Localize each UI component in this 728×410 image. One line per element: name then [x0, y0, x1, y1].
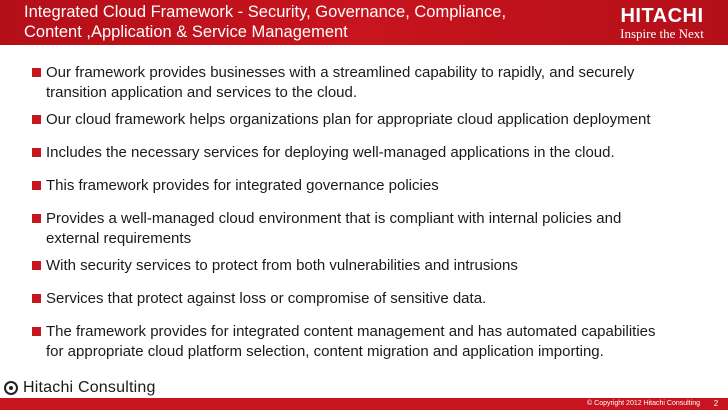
brand-tagline: Inspire the Next [620, 26, 704, 41]
bullet-line: external requirements [46, 230, 192, 247]
square-bullet-icon [32, 294, 41, 303]
bullet-item [30, 176, 710, 196]
slide-number: 2 [713, 399, 719, 408]
hitachi-consulting-logo-text: Hitachi Consulting [23, 379, 156, 396]
square-bullet-icon [32, 148, 41, 157]
square-bullet-icon [32, 181, 41, 190]
bullet-line: Our framework provides businesses with a streamlined capability to rapidly, and securely [46, 64, 635, 81]
slide-header [0, 0, 728, 45]
slide-title [24, 2, 584, 42]
bullet-item [30, 322, 710, 362]
square-bullet-icon [32, 327, 41, 336]
hitachi-consulting-logo [4, 377, 156, 399]
bullet-item [30, 289, 710, 309]
bullet-line: Includes the necessary services for deploying well-managed applications in the cloud. [46, 144, 615, 161]
slide-title-line-1: Integrated Cloud Framework - Security, Governance, Compliance, [24, 3, 507, 21]
bullet-item [30, 209, 710, 249]
hitachi-logo [602, 6, 722, 41]
brand-name: HITACHI [620, 5, 704, 27]
bullet-item [30, 63, 710, 103]
bullet-line: transition application and services to the cloud. [46, 84, 358, 101]
slide-title-line-2: Content ,Application & Service Management [24, 23, 348, 41]
bullet-line: Our cloud framework helps organizations plan for appropriate cloud application deployment [46, 111, 651, 128]
square-bullet-icon [32, 261, 41, 270]
bullet-item [30, 143, 710, 163]
bullet-line: Services that protect against loss or compromise of sensitive data. [46, 290, 487, 307]
hitachi-consulting-symbol-icon [4, 381, 18, 395]
copyright-text: © Copyright 2012 Hitachi Consulting [587, 400, 700, 407]
bullet-item [30, 110, 710, 130]
bullet-line: Provides a well-managed cloud environment that is compliant with internal policies and [46, 210, 622, 227]
bullet-line: for appropriate cloud platform selection, content migration and application importing. [46, 343, 604, 360]
square-bullet-icon [32, 214, 41, 223]
bullet-line: With security services to protect from both vulnerabilities and intrusions [46, 257, 518, 274]
square-bullet-icon [32, 115, 41, 124]
bullet-line: The framework provides for integrated content management and has automated capabilities [46, 323, 656, 340]
bullet-line: This framework provides for integrated governance policies [46, 177, 439, 194]
bullet-list [30, 63, 710, 362]
square-bullet-icon [32, 68, 41, 77]
bullet-item [30, 256, 710, 276]
